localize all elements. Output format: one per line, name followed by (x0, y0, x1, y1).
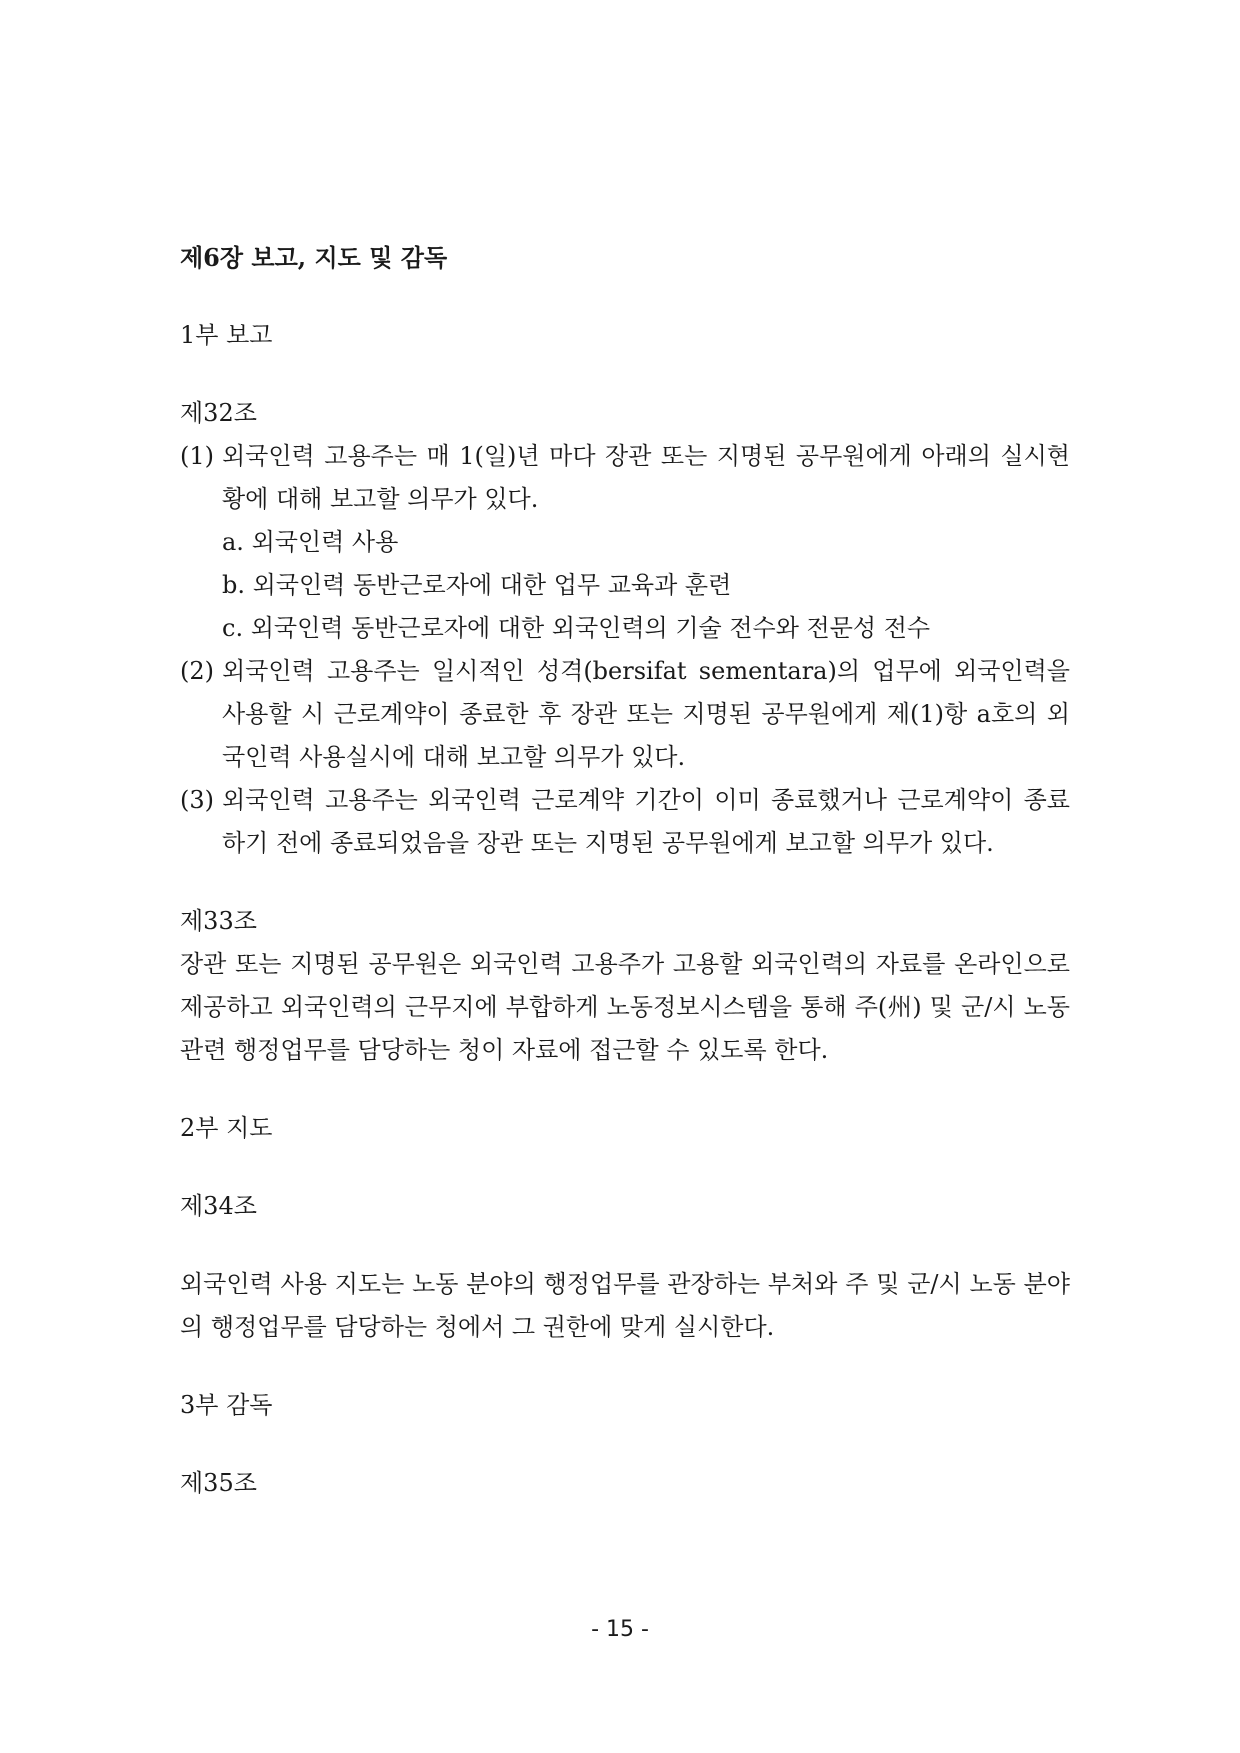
article-34-text: 외국인력 사용 지도는 노동 분야의 행정업무를 관장하는 부처와 주 및 군/시 노동 분야의 행정업무를 담당하는 청에서 그 권한에 맞게 실시한다. (180, 1270, 1070, 1341)
clause-text: 외국인력 고용주는 일시적인 성격(bersifat sementara)의 업무에 외국인력을 사용할 시 근로계약이 종료한 후 장관 또는 지명된 공무원에게 제(1)항 a호의 외국인력 사용실시에 대해 보고할 의무가 있다. (222, 657, 1070, 771)
chapter-title: 제6장 보고, 지도 및 감독 (180, 243, 448, 272)
clause-item-b: b. 외국인력 동반근로자에 대한 업무 교육과 훈련 (222, 571, 732, 599)
document-page (180, 236, 1070, 1505)
part-title-guidance: 2부 지도 (180, 1114, 273, 1142)
clause-number: (1) (180, 442, 214, 470)
article-35-title: 제35조 (180, 1469, 257, 1497)
article-33-title: 제33조 (180, 907, 257, 935)
article-32-clause-2 (180, 650, 1070, 779)
part-title-supervision: 3부 감독 (180, 1391, 273, 1419)
clause-item-c: c. 외국인력 동반근로자에 대한 외국인력의 기술 전수와 전문성 전수 (222, 614, 931, 642)
article-32-clause-1 (180, 435, 1070, 521)
article-33-text: 장관 또는 지명된 공무원은 외국인력 고용주가 고용할 외국인력의 자료를 온라인으로 제공하고 외국인력의 근무지에 부합하게 노동정보시스템을 통해 주(州) 및 군/시 노동관련 행정업무를 담당하는 청이 자료에 접근할 수 있도록 한다. (180, 950, 1070, 1064)
clause-number: (2) (180, 657, 214, 685)
article-32-title: 제32조 (180, 399, 257, 427)
clause-text: 외국인력 고용주는 매 1(일)년 마다 장관 또는 지명된 공무원에게 아래의 실시현황에 대해 보고할 의무가 있다. (222, 442, 1070, 513)
clause-text: 외국인력 고용주는 외국인력 근로계약 기간이 이미 종료했거나 근로계약이 종료하기 전에 종료되었음을 장관 또는 지명된 공무원에게 보고할 의무가 있다. (222, 786, 1070, 857)
clause-number: (3) (180, 786, 214, 814)
part-title-reporting: 1부 보고 (180, 321, 273, 349)
clause-item-a: a. 외국인력 사용 (222, 528, 399, 556)
article-32-clause-3 (180, 779, 1070, 865)
article-34-title: 제34조 (180, 1192, 257, 1220)
page-number: - 15 - (591, 1617, 649, 1642)
